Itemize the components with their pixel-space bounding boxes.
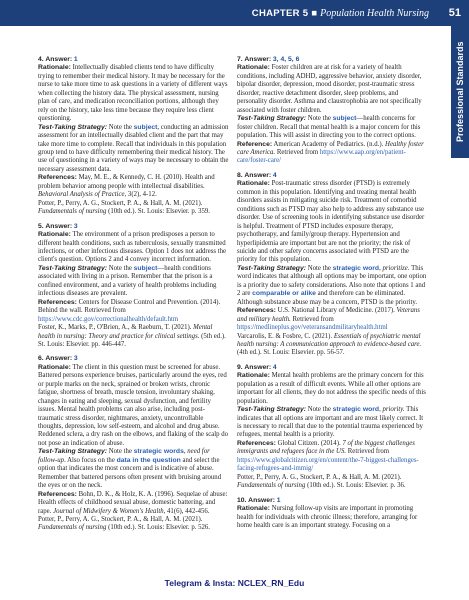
strategy-keyword: comparable or alike — [252, 290, 316, 298]
strategy-keyword: strategic words — [133, 448, 184, 456]
reference-title: Behavioral Analysis of Practice, — [38, 191, 127, 199]
strategy-text: Note the — [307, 406, 331, 414]
rationale-text: The client in this question must be screened for abuse. Battered persons experience bruises, particularly around the eyes, red or purple marks on the neck, sprained or broken wrists, chronic fatigue, shortness of breath, muscle tension, involuntary shaking, changes in eating and sleeping, sexual dysfunction, and fertility issues. Mental health problems can also arise, including post-traumatic stress disorder, nightmares, anxiety, uncontrollable thoughts, depression, low self-esteem, and alcohol and drug abuse. Reddened sclera, a dry rash on the elbows, and flaking of the scalp do not pose an indication of abuse. — [38, 363, 229, 447]
references-label: References: — [38, 298, 77, 306]
reference-text: Centers for Disease Control and Prevention. (2014). Behind the wall. Retrieved from — [38, 298, 221, 315]
question-7 — [237, 56, 429, 166]
reference-text: (10th ed.). St. Louis: Elsevier. p. 359. — [108, 208, 211, 216]
question-4 — [38, 56, 230, 217]
references-label: References: — [237, 307, 276, 315]
reference-text: 3(2), 4-12. — [127, 191, 157, 199]
page-header — [0, 0, 469, 26]
strategy-keyword: strategic word — [332, 264, 380, 272]
rationale-label: Rationale: — [38, 363, 71, 371]
answer-value: 3, 4, 5, 6 — [272, 56, 300, 63]
answer-label: Answer: — [45, 56, 73, 63]
strategy-text: Note the — [108, 448, 132, 456]
reference-text: Retrieved from — [292, 315, 334, 323]
strategy-text: Note the — [108, 264, 132, 272]
strategy-text: This word indicates that although all options may be important, one option is a priority due to safety considerations. Also note that options 1 and 2 are — [237, 264, 427, 298]
answer-label: Answer: — [244, 363, 272, 371]
question-9 — [237, 364, 429, 491]
question-number: 5. — [38, 222, 44, 230]
strategy-text: . Also focus on the — [64, 456, 115, 464]
answer-label: Answer: — [45, 222, 73, 230]
strategy-label: Test-Taking Strategy: — [38, 264, 107, 272]
answer-label: Answer: — [45, 355, 73, 363]
rationale-label: Rationale: — [38, 231, 71, 239]
rationale-text: The environment of a prison predisposes a person to different health conditions, such as tuberculosis, sexually transmitted infections, or other infectious diseases. Option 1 does not address the client's question. Options 2 and 4 convey incorrect information. — [38, 231, 227, 264]
question-5 — [38, 223, 230, 350]
strategy-text: Note the — [108, 123, 132, 131]
reference-link[interactable]: https://www.aap.org/en/patient-care/foster-care/ — [237, 148, 406, 165]
answer-value: 3 — [73, 222, 78, 230]
reference-text: Foster, K., Marks, P., O'Brien, A., & Raeburn, T. (2021). — [38, 324, 192, 332]
strategy-italic: need for follow-up — [38, 448, 210, 464]
reference-title: Veterans and military health. — [237, 307, 420, 323]
question-number: 7. — [237, 56, 243, 63]
answer-value: 1 — [73, 56, 78, 63]
strategy-label: Test-Taking Strategy: — [38, 123, 107, 131]
answer-label: Answer: — [248, 496, 275, 504]
rationale-label: Rationale: — [237, 180, 270, 188]
strategy-text: , conducting an admission assessment for an intellectually disabled client and the part that may take more time to complete. Recall that individuals in this population group tend to have difficulty remembering their medical history. The use of questioning in a variety of ways may be necessary to obtain the necessary assessment data. — [38, 123, 229, 173]
strategy-keyword: data in the question — [116, 456, 181, 464]
side-tab-label: Professional Standards — [455, 41, 465, 143]
strategy-text: This indicates that all options are important and are most likely correct. It is necessary to recall that due to the potential trauma experienced by refugees, mental health is a priority. — [237, 406, 424, 439]
rationale-label: Rationale: — [237, 64, 270, 72]
reference-title: Journal of Midwifery & Women's Health, — [53, 507, 166, 515]
reference-text: (4th ed.). St. Louis: Elsevier. pp. 56-57. — [237, 349, 345, 357]
reference-title: Healthy foster care America. — [237, 140, 424, 156]
reference-link[interactable]: https://www.globalcitizen.org/en/content/the-7-biggest-challenges-facing-refugees-and-immig/ — [237, 456, 419, 473]
side-tab — [451, 26, 469, 158]
reference-text: American Academy of Pediatrics. (n.d.). — [273, 140, 384, 148]
answer-label: Answer: — [244, 56, 272, 63]
references-label: References: — [38, 174, 77, 182]
strategy-keyword: subject — [332, 115, 357, 123]
references-label: References: — [237, 439, 276, 447]
reference-title: Fundamentals of nursing — [237, 482, 306, 490]
rationale-text: Nursing follow-up visits are important in promoting health for individuals with chronic illness; therefore, arranging for home health care is an important strategy. Focusing on a — [237, 505, 418, 530]
strategy-label: Test-Taking Strategy: — [237, 115, 306, 123]
reference-text: Retrieved from — [276, 148, 319, 156]
reference-text: Retrieved from — [347, 448, 390, 456]
chapter-name: Population Health Nursing — [320, 8, 429, 19]
question-number: 10. — [237, 496, 247, 504]
strategy-text: and select the option that indicates the most concern and is indicative of abuse. Remember that battered persons often present with bruising around the eyes or on the neck. — [38, 456, 222, 490]
chapter-title — [252, 0, 429, 26]
strategy-italic: priority. — [382, 406, 405, 414]
question-number: 6. — [38, 355, 44, 363]
strategy-italic: prioritize. — [382, 264, 410, 272]
strategy-keyword: subject — [133, 123, 158, 131]
strategy-text: Note the — [307, 264, 331, 272]
right-column — [237, 56, 429, 536]
reference-title: Fundamentals of nursing — [38, 524, 107, 532]
strategy-label: Test-Taking Strategy: — [38, 448, 107, 456]
rationale-label: Rationale: — [237, 505, 270, 513]
rationale-text: Foster children are at risk for a variety of health conditions, including ADHD, aggressive behavior, anxiety disorder, bipolar disorder, depression, mood disorder, post-traumatic stress disorder, reactive detachment disorder, sleep problems, and personality disorder. Asthma and claustrophobia are not specifically associated with foster children. — [237, 64, 422, 114]
references-label: Reference: — [237, 140, 273, 148]
reference-title: Mental health in nursing: Theory and practice for clinical settings. — [38, 324, 213, 340]
rationale-label: Rationale: — [38, 64, 71, 72]
reference-text: (5th ed.). St. Louis: Elsevier. pp. 446-447. — [38, 332, 226, 348]
reference-text: (10th ed.). St. Louis: Elsevier. p. 36. — [307, 482, 406, 490]
reference-text: Potter, P., Perry, A. G., Stockert, P. A., & Hall, A. M. (2021). — [38, 516, 203, 524]
reference-link[interactable]: https://medlineplus.gov/veteransandmilitaryhealth.html — [237, 324, 388, 332]
reference-title: 7 of the biggest challenges immigrants and refugees face in the US. — [237, 439, 415, 456]
separator-icon: ■ — [311, 8, 318, 19]
question-10 — [237, 497, 429, 531]
reference-text: Varcarolis, E. & Fosbre, C. (2021). — [237, 332, 333, 340]
strategy-text: —health conditions associated with living in a prison. Remember that the prison is a confined environment, and a variety of health problems including infectious diseases are prevalent. — [38, 264, 217, 298]
footer-watermark: Telegram & Insta: NCLEX_RN_Edu — [164, 578, 305, 588]
question-6 — [38, 355, 230, 533]
strategy-label: Test-Taking Strategy: — [237, 406, 306, 414]
strategy-keyword: subject — [133, 264, 158, 272]
strategy-text: , — [183, 448, 186, 456]
chapter-label: CHAPTER 5 — [251, 8, 309, 19]
reference-text: Bohn, D. K., & Holz, K. A. (1996). Sequelae of abuse: Health effects of childhood sexual abuse, domestic battering, and rape. — [38, 490, 228, 515]
answer-value: 4 — [272, 171, 277, 179]
left-column — [38, 56, 230, 539]
reference-text: Potter, P., Perry, A. G., Stockert, P. A., & Hall, A. M. (2021). — [38, 199, 203, 207]
reference-title: Fundamentals of nursing — [38, 208, 107, 216]
answer-value: 4 — [272, 363, 277, 371]
strategy-text: and therefore can be eliminated. Although substance abuse may be a concern, PTSD is the priority. — [237, 290, 418, 306]
rationale-text: Post-traumatic stress disorder (PTSD) is extremely common in this population. Identifying and treating mental health disorders assists in mitigating suicide risk. Treatment of comorbid conditions such as PTSD may also help to address any substance use disorder. Use of screening tools in identifying substance use disorder is helpful. Treatment of PTSD includes exposure therapy, psychotherapy, and family/group therapy. Hypertension and hyperlipidemia are important but are not the priority; the risk of suicide and other safety concerns associated with PTSD are the priority for this population. — [237, 180, 425, 264]
reference-text: 41(6), 442-456. — [167, 507, 210, 515]
strategy-text: , — [379, 406, 381, 414]
reference-text: Potter, P., Perry, A. G., Stockert, P. A., & Hall, A. M. (2021). — [237, 473, 402, 481]
reference-link[interactable]: https://www.cdc.gov/correctionalhealth/default.htm — [38, 315, 179, 323]
question-number: 9. — [237, 363, 243, 371]
rationale-text: Mental health problems are the primary concern for this population as a result of difficult events. While all other options are important for all clients, they do not address the specific needs of this population. — [237, 372, 426, 405]
strategy-text: Note the — [307, 115, 331, 123]
question-number: 8. — [237, 171, 243, 179]
references-label: References: — [38, 490, 77, 498]
question-number: 4. — [38, 56, 44, 63]
rationale-label: Rationale: — [237, 372, 270, 380]
reference-text: (10th ed.). St. Louis: Elsevier. p. 526. — [108, 524, 211, 532]
question-8 — [237, 172, 429, 358]
rationale-text: Intellectually disabled clients tend to have difficulty trying to remember their medical history. It may be necessary for the nurse to take more time to ask questions in a variety of different ways when collecting the history data. The physical assessment, nursing plan of care, and medication reconciliation portions, although they rely on the history, take less time because they require less client questioning. — [38, 64, 228, 123]
reference-text: Global Citizen. (2014). — [277, 439, 341, 447]
strategy-label: Test-Taking Strategy: — [237, 264, 306, 272]
answer-value: 3 — [73, 355, 78, 363]
reference-title: Essentials of psychiatric mental health nursing: A communication approach to evidence-based care. — [237, 332, 422, 348]
strategy-text: , — [379, 264, 381, 272]
answer-value: 1 — [276, 496, 281, 504]
reference-text: U.S. National Library of Medicine. (2017). — [277, 307, 395, 315]
answer-label: Answer: — [244, 171, 272, 179]
strategy-text: —health concerns for foster children. Recall that mental health is a major concern for this population. This will assist in directing you to the correct options. — [237, 115, 421, 140]
page-number: 51 — [448, 7, 461, 19]
reference-text: May, M. E., & Kennedy, C. H. (2010). Health and problem behavior among people with intellectual disabilities. — [38, 174, 215, 190]
strategy-keyword: strategic word — [332, 406, 380, 414]
